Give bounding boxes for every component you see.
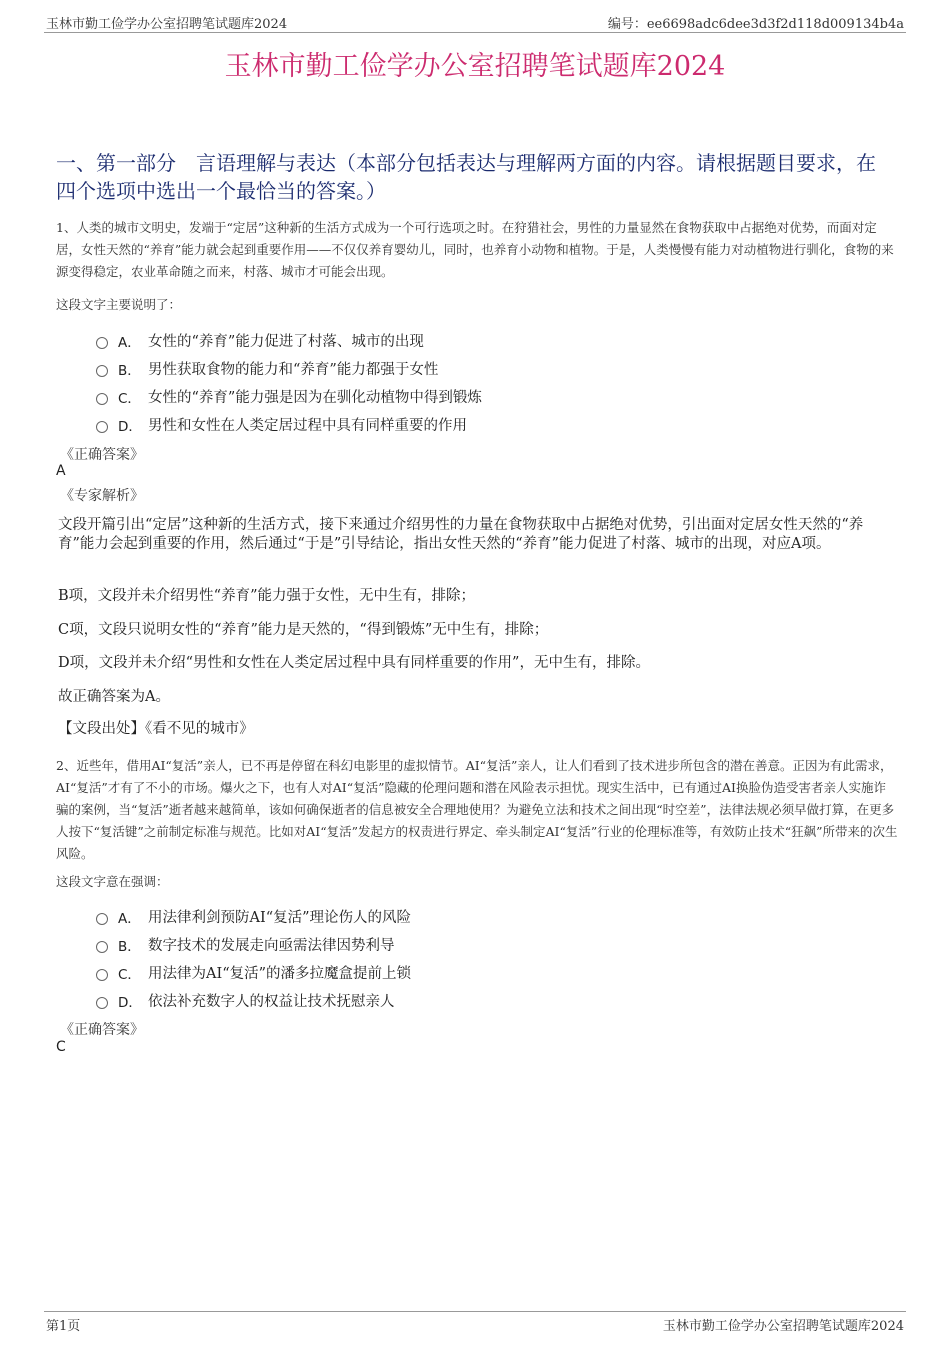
footer-title: 玉林市勤工俭学办公室招聘笔试题库2024 [662, 1319, 904, 1334]
option-text: 女性的“养育”能力强是因为在驯化动植物中得到锻炼 [148, 390, 482, 406]
option-text: 男性和女性在人类定居过程中具有同样重要的作用 [148, 418, 467, 434]
q1-analysis-paragraph: C项，文段只说明女性的“养育”能力是天然的，“得到锻炼”无中生有，排除； [58, 622, 549, 638]
option-letter: A． [118, 910, 141, 927]
option-text: 数字技术的发展走向亟需法律因势利导 [148, 938, 395, 954]
q1-option-a[interactable] [96, 330, 424, 351]
option-letter: B． [118, 362, 141, 379]
radio-icon[interactable] [96, 421, 108, 433]
option-letter: B． [118, 938, 141, 955]
q2-option-b[interactable] [96, 934, 395, 955]
radio-icon[interactable] [96, 913, 108, 925]
footer-divider [44, 1311, 906, 1312]
question-1-prompt: 这段文字主要说明了： [56, 297, 182, 312]
option-letter: C． [118, 390, 141, 407]
q1-analysis-paragraph: 文段开篇引出“定居”这种新的生活方式，接下来通过介绍男性的力量在食物获取中占据绝对优势，引出面对定居女性天然的“养育”能力会起到重要的作用，然后通过“于是”引导结论，指出女性天然的“养育”能力促进了村落、城市的出现，对应A项。 [58, 517, 864, 552]
option-text: 男性获取食物的能力和“养育”能力都强于女性 [148, 362, 439, 378]
q1-analysis-paragraph: B项，文段并未介绍男性“养育”能力强于女性，无中生有，排除； [58, 588, 475, 604]
header-doc-id: 编号：ee6698adc6dee3d3f2d118d009134b4a [607, 17, 904, 32]
question-2-prompt: 这段文字意在强调： [56, 874, 169, 889]
q1-option-d[interactable] [96, 414, 467, 435]
option-letter: D． [118, 418, 142, 435]
radio-icon[interactable] [96, 969, 108, 981]
q2-option-d[interactable] [96, 990, 395, 1011]
radio-icon[interactable] [96, 365, 108, 377]
radio-icon[interactable] [96, 997, 108, 1009]
q1-analysis-paragraph: 故正确答案为A。 [58, 689, 170, 705]
q2-answer: C [56, 1039, 66, 1055]
radio-icon[interactable] [96, 941, 108, 953]
q2-option-a[interactable] [96, 906, 411, 927]
q1-analysis-paragraph: D项，文段并未介绍“男性和女性在人类定居过程中具有同样重要的作用”，无中生有，排除。 [58, 655, 650, 671]
q1-answer-label: 《正确答案》 [60, 447, 144, 463]
q1-answer: A [56, 463, 66, 479]
option-text: 用法律为AI“复活”的潘多拉魔盒提前上锁 [148, 966, 412, 982]
option-letter: C． [118, 966, 141, 983]
header-left: 玉林市勤工俭学办公室招聘笔试题库2024 [46, 17, 288, 32]
q2-answer-label: 《正确答案》 [60, 1022, 144, 1038]
radio-icon[interactable] [96, 393, 108, 405]
q1-source: 【文段出处】《看不见的城市》 [58, 721, 254, 737]
option-text: 用法律利剑预防AI“复活”理论伤人的风险 [148, 910, 412, 926]
header-divider [44, 32, 906, 33]
q1-analysis-label: 《专家解析》 [60, 488, 144, 504]
question-1-text: 1、人类的城市文明史，发端于“定居”这种新的生活方式成为一个可行选项之时。在狩猎社会，男性的力量显然在食物获取中占据绝对优势，而面对定居，女性天然的“养育”能力就会起到重要作用——不仅仅养育婴幼儿，同时，也养育小动物和植物。于是，人类慢慢有能力对动植物进行驯化，食物的来源变得稳定，农业革命随之而来，村落、城市才可能会出现。 [56, 220, 894, 279]
q1-option-c[interactable] [96, 386, 482, 407]
radio-icon[interactable] [96, 337, 108, 349]
option-text: 女性的“养育”能力促进了村落、城市的出现 [148, 334, 424, 350]
option-text: 依法补充数字人的权益让技术抚慰亲人 [148, 994, 395, 1010]
q2-option-c[interactable] [96, 962, 411, 983]
question-2-text: 2、近些年，借用AI“复活”亲人，已不再是停留在科幻电影里的虚拟情节。AI“复活”亲人，让人们看到了技术进步所包含的潜在善意。正因为有此需求，AI“复活”才有了不小的市场。爆火之下，也有人对AI“复活”隐藏的伦理问题和潜在风险表示担忧。现实生活中，已有通过AI换脸伪造受害者亲人实施诈骗的案例，当“复活”逝者越来越简单，该如何确保逝者的信息被安全合理地使用？为避免立法和技术之间出现“时空差”，法律法规必须早做打算，在更多人按下“复活键”之前制定标准与规范。比如对AI“复活”发起方的权责进行界定、牵头制定AI“复活”行业的伦理标准等，有效防止技术“狂飙”所带来的次生风险。 [56, 758, 898, 861]
page-title: 玉林市勤工俭学办公室招聘笔试题库2024 [224, 51, 726, 82]
option-letter: A． [118, 334, 141, 351]
section-heading: 一、第一部分 言语理解与表达（本部分包括表达与理解两方面的内容。请根据题目要求，在四个选项中选出一个最恰当的答案。） [56, 151, 876, 203]
page-number: 第1页 [46, 1319, 81, 1334]
option-letter: D． [118, 994, 142, 1011]
q1-option-b[interactable] [96, 358, 438, 379]
